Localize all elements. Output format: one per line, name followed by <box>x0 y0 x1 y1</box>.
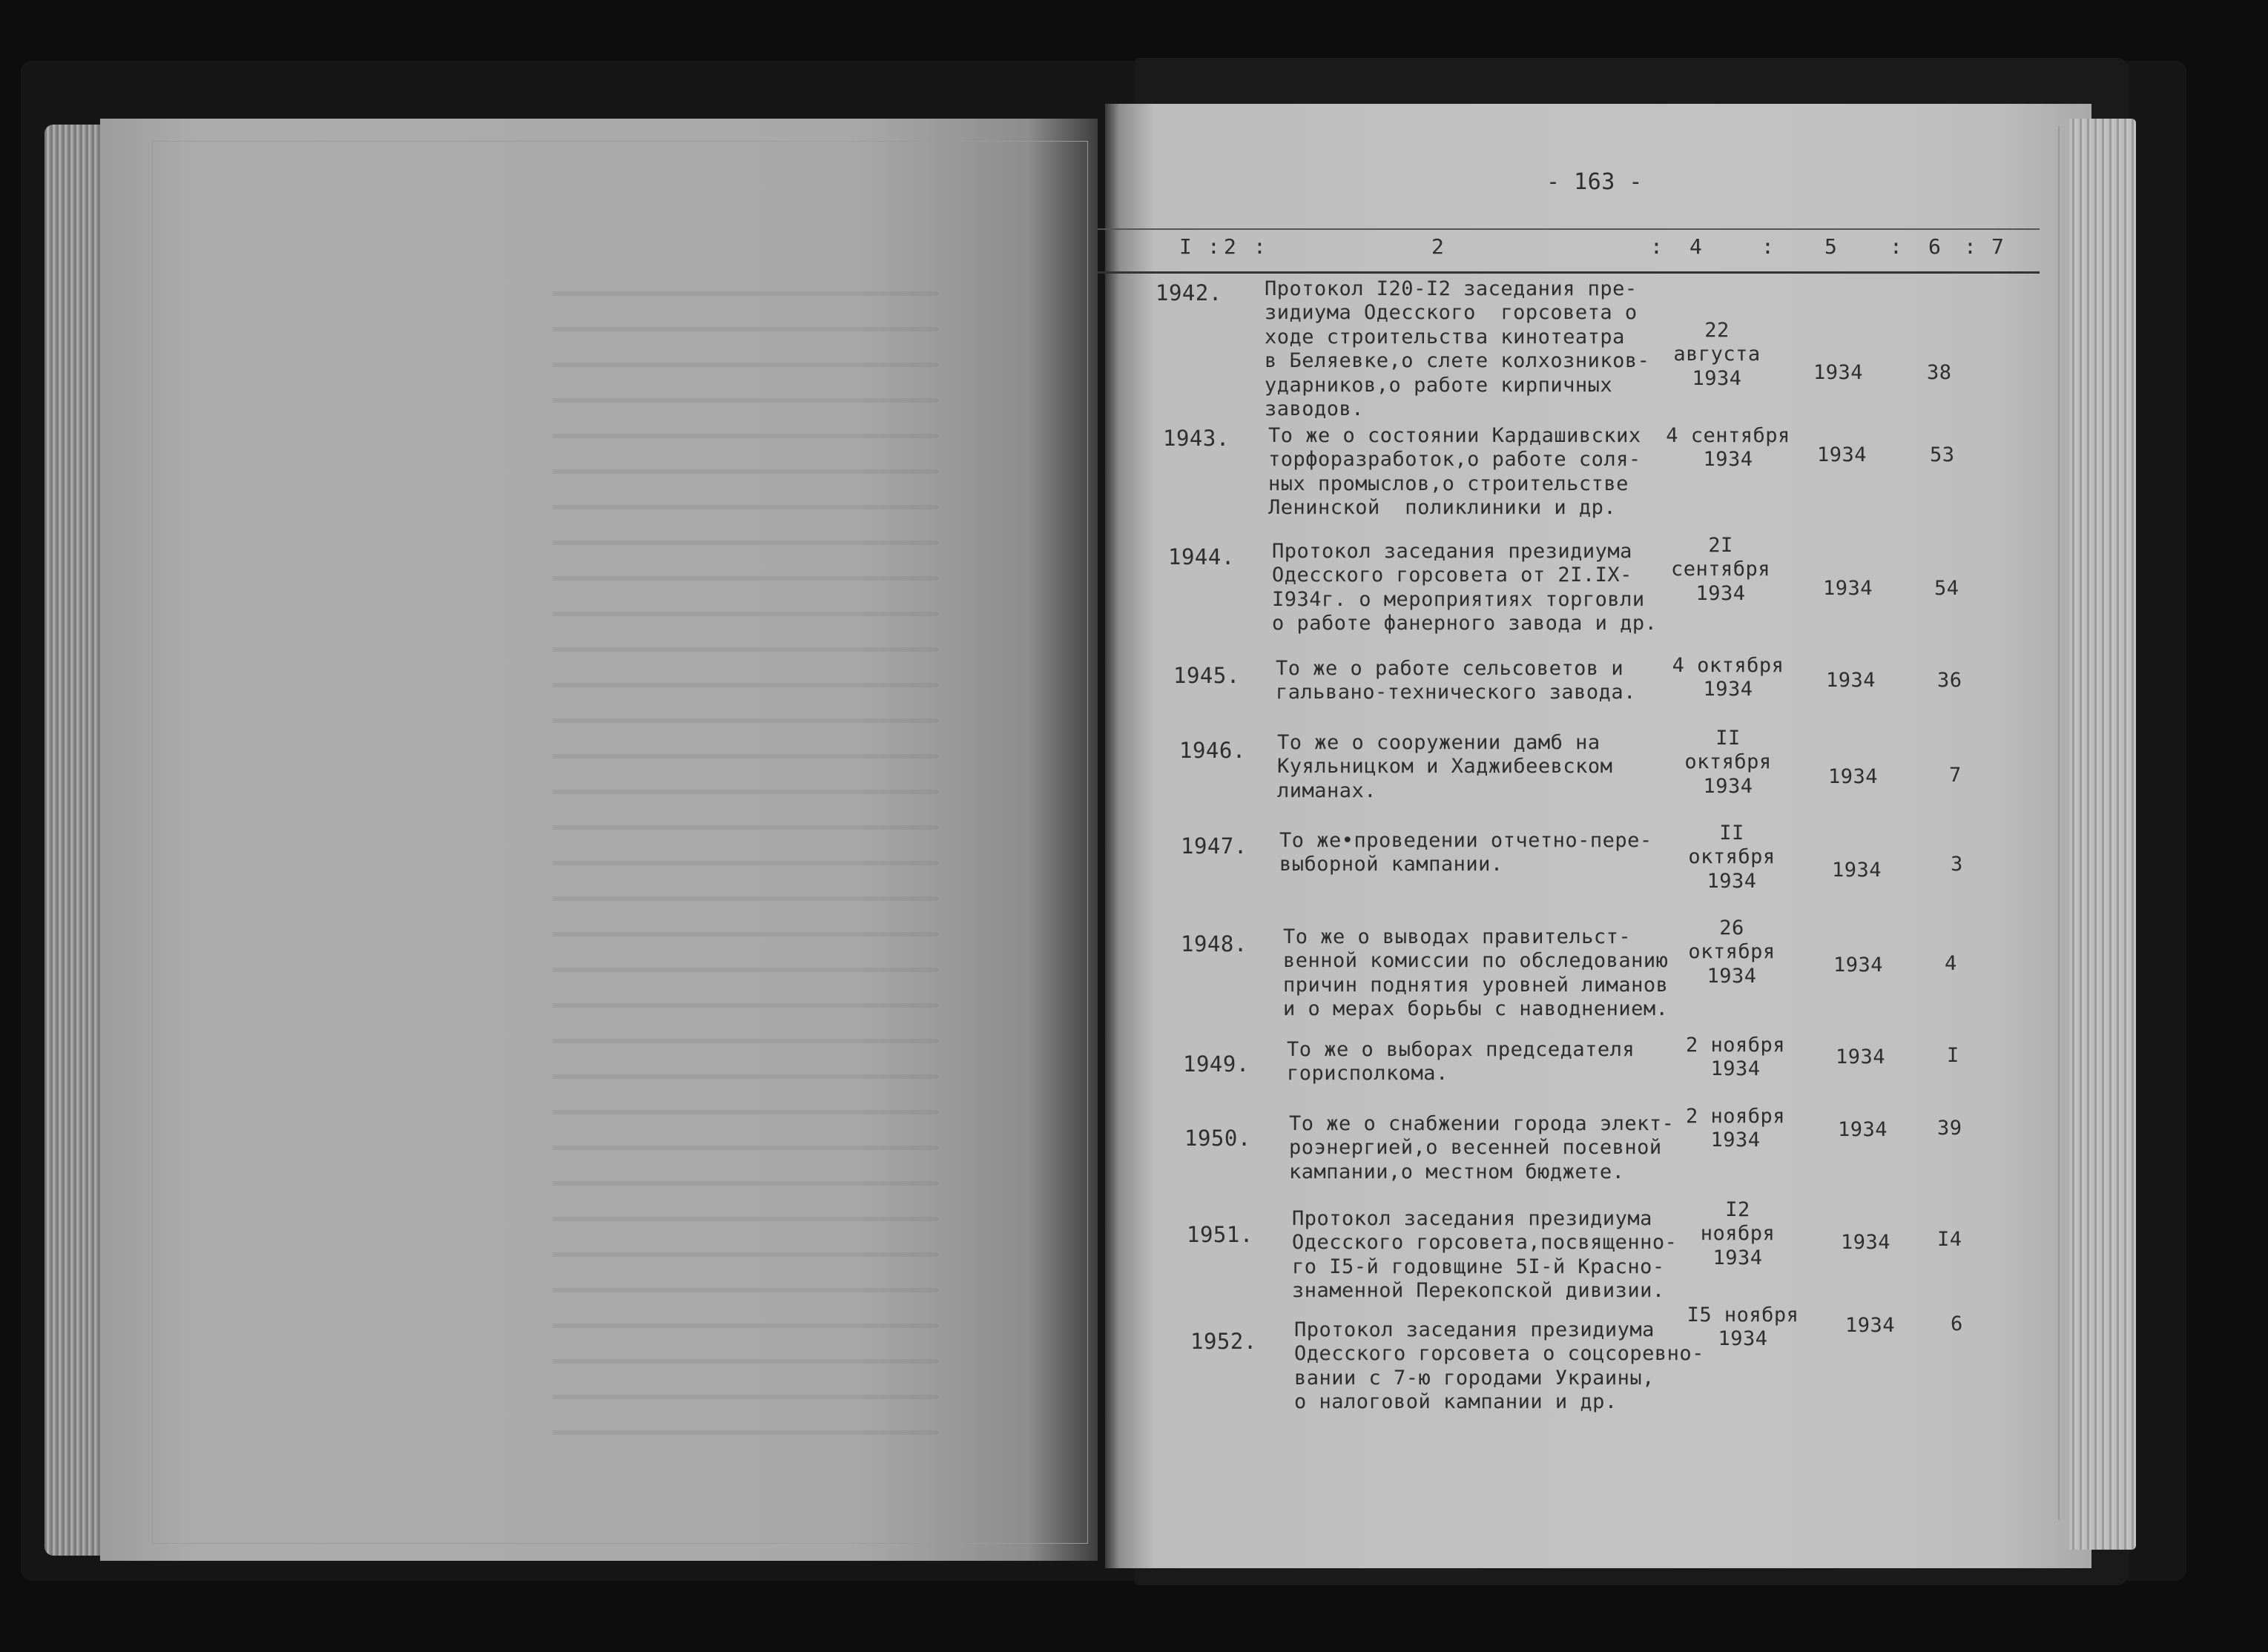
record-date: I2 ноября 1934 <box>1700 1198 1776 1269</box>
record-year: 1934 <box>1832 859 1882 882</box>
record-number: 1947. <box>1181 833 1247 859</box>
record-date: I5 ноября 1934 <box>1687 1304 1799 1351</box>
record-description: То же о снабжении города элект- роэнергией,о весенней посевной кампании,о местном бюджете. <box>1289 1112 1675 1183</box>
record-number: 1950. <box>1184 1126 1251 1151</box>
bleed-through-text <box>553 278 938 1435</box>
record-number: 1952. <box>1190 1329 1257 1354</box>
record-year: 1934 <box>1841 1231 1891 1254</box>
column-sep-6: : <box>1964 234 1977 259</box>
record-description: Протокол заседания президиума Одесского горсовета о соцсоревно- вании с 7-ю городами Украины, о налоговой кампании и др. <box>1294 1318 1704 1414</box>
header-top-rule <box>1098 228 2040 230</box>
record-sheets: 39 <box>1937 1117 1962 1140</box>
record-number: 1944. <box>1168 544 1235 569</box>
record-date: II октября 1934 <box>1684 727 1772 798</box>
record-sheets: 7 <box>1949 764 1962 787</box>
column-sep-3: : <box>1650 234 1664 259</box>
record-description: Протокол I20-I2 заседания пре- зидиума Одесского горсовета о ходе строительства кинотеатра в Беляевке,о слете колхозников- ударников,о работе кирпичных заводов. <box>1265 277 1650 420</box>
record-date: 4 сентября 1934 <box>1666 424 1790 472</box>
record-date: 2 ноября 1934 <box>1685 1034 1786 1081</box>
record-year: 1934 <box>1845 1314 1896 1337</box>
record-year: 1934 <box>1823 577 1873 600</box>
record-number: 1945. <box>1173 663 1240 688</box>
record-description: То же о выборах председателя горисполкома. <box>1287 1038 1635 1086</box>
page-number-value: 163 <box>1574 169 1615 195</box>
record-sheets: 54 <box>1934 577 1959 600</box>
record-number: 1949. <box>1183 1051 1250 1077</box>
record-year: 1934 <box>1836 1045 1886 1068</box>
right-page-stack <box>2069 119 2136 1550</box>
record-sheets: 38 <box>1927 361 1952 384</box>
record-year: 1934 <box>1817 443 1868 466</box>
record-description: То же•проведении отчетно-пере- выборной кампании. <box>1279 829 1652 876</box>
record-year: 1934 <box>1833 954 1884 977</box>
record-year: 1934 <box>1838 1118 1888 1141</box>
column-header-6: 6 <box>1928 234 1942 259</box>
record-number: 1946. <box>1179 738 1246 763</box>
header-bottom-rule <box>1098 271 2040 274</box>
record-description: То же о сооружении дамб на Куяльницком и Хаджибеевском лиманах. <box>1277 731 1613 802</box>
column-header-4: 4 <box>1690 234 1703 259</box>
record-description: То же о состоянии Кардашивских торфоразработок,о работе соля- ных промыслов,о строительстве Ленинской поликлиники и др. <box>1268 424 1641 520</box>
record-description: То же о выводах правительст- венной комиссии по обследованию причин поднятия уровней лиманов и о мерах борьбы с наводнением. <box>1283 925 1669 1021</box>
record-sheets: 4 <box>1945 952 1957 975</box>
record-number: 1951. <box>1187 1222 1253 1247</box>
record-date: 2I сентября 1934 <box>1670 534 1771 605</box>
record-year: 1934 <box>1828 765 1879 788</box>
record-date: 4 октября 1934 <box>1672 654 1784 701</box>
column-header-3: 2 <box>1431 234 1445 259</box>
record-number: 1942. <box>1156 280 1222 305</box>
record-description: То же о работе сельсоветов и гальвано-технического завода. <box>1276 657 1636 704</box>
column-sep-4: : <box>1761 234 1775 259</box>
record-date: 22 августа 1934 <box>1673 319 1761 390</box>
record-sheets: 6 <box>1951 1312 1963 1335</box>
record-year: 1934 <box>1813 361 1864 384</box>
page-number: - 163 - <box>1546 169 1643 195</box>
column-header-2: 2 <box>1224 234 1237 259</box>
record-sheets: I <box>1947 1044 1959 1067</box>
record-description: Протокол заседания президиума Одесского горсовета,посвященно- го I5-й годовщине 5I-й Красно- знаменной Перекопской дивизии. <box>1292 1207 1678 1303</box>
column-header-7: 7 <box>1991 234 2005 259</box>
record-sheets: I4 <box>1937 1228 1962 1251</box>
column-header-1: I <box>1179 234 1193 259</box>
column-sep-2: : <box>1253 234 1267 259</box>
record-date: II октября 1934 <box>1688 822 1776 893</box>
record-year: 1934 <box>1826 669 1876 692</box>
record-sheets: 36 <box>1937 669 1962 692</box>
record-date: 2 ноября 1934 <box>1685 1105 1786 1152</box>
record-sheets: 3 <box>1951 853 1963 876</box>
record-sheets: 53 <box>1930 443 1955 466</box>
record-number: 1943. <box>1163 426 1230 451</box>
column-header-5: 5 <box>1824 234 1838 259</box>
record-date: 26 октября 1934 <box>1688 916 1776 988</box>
record-description: Протокол заседания президиума Одесского горсовета от 2I.IX- I934г. о мероприятиях торговли о работе фанерного завода и др. <box>1272 540 1658 635</box>
record-number: 1948. <box>1181 931 1247 956</box>
column-sep-5: : <box>1890 234 1903 259</box>
column-sep-1: : <box>1207 234 1221 259</box>
